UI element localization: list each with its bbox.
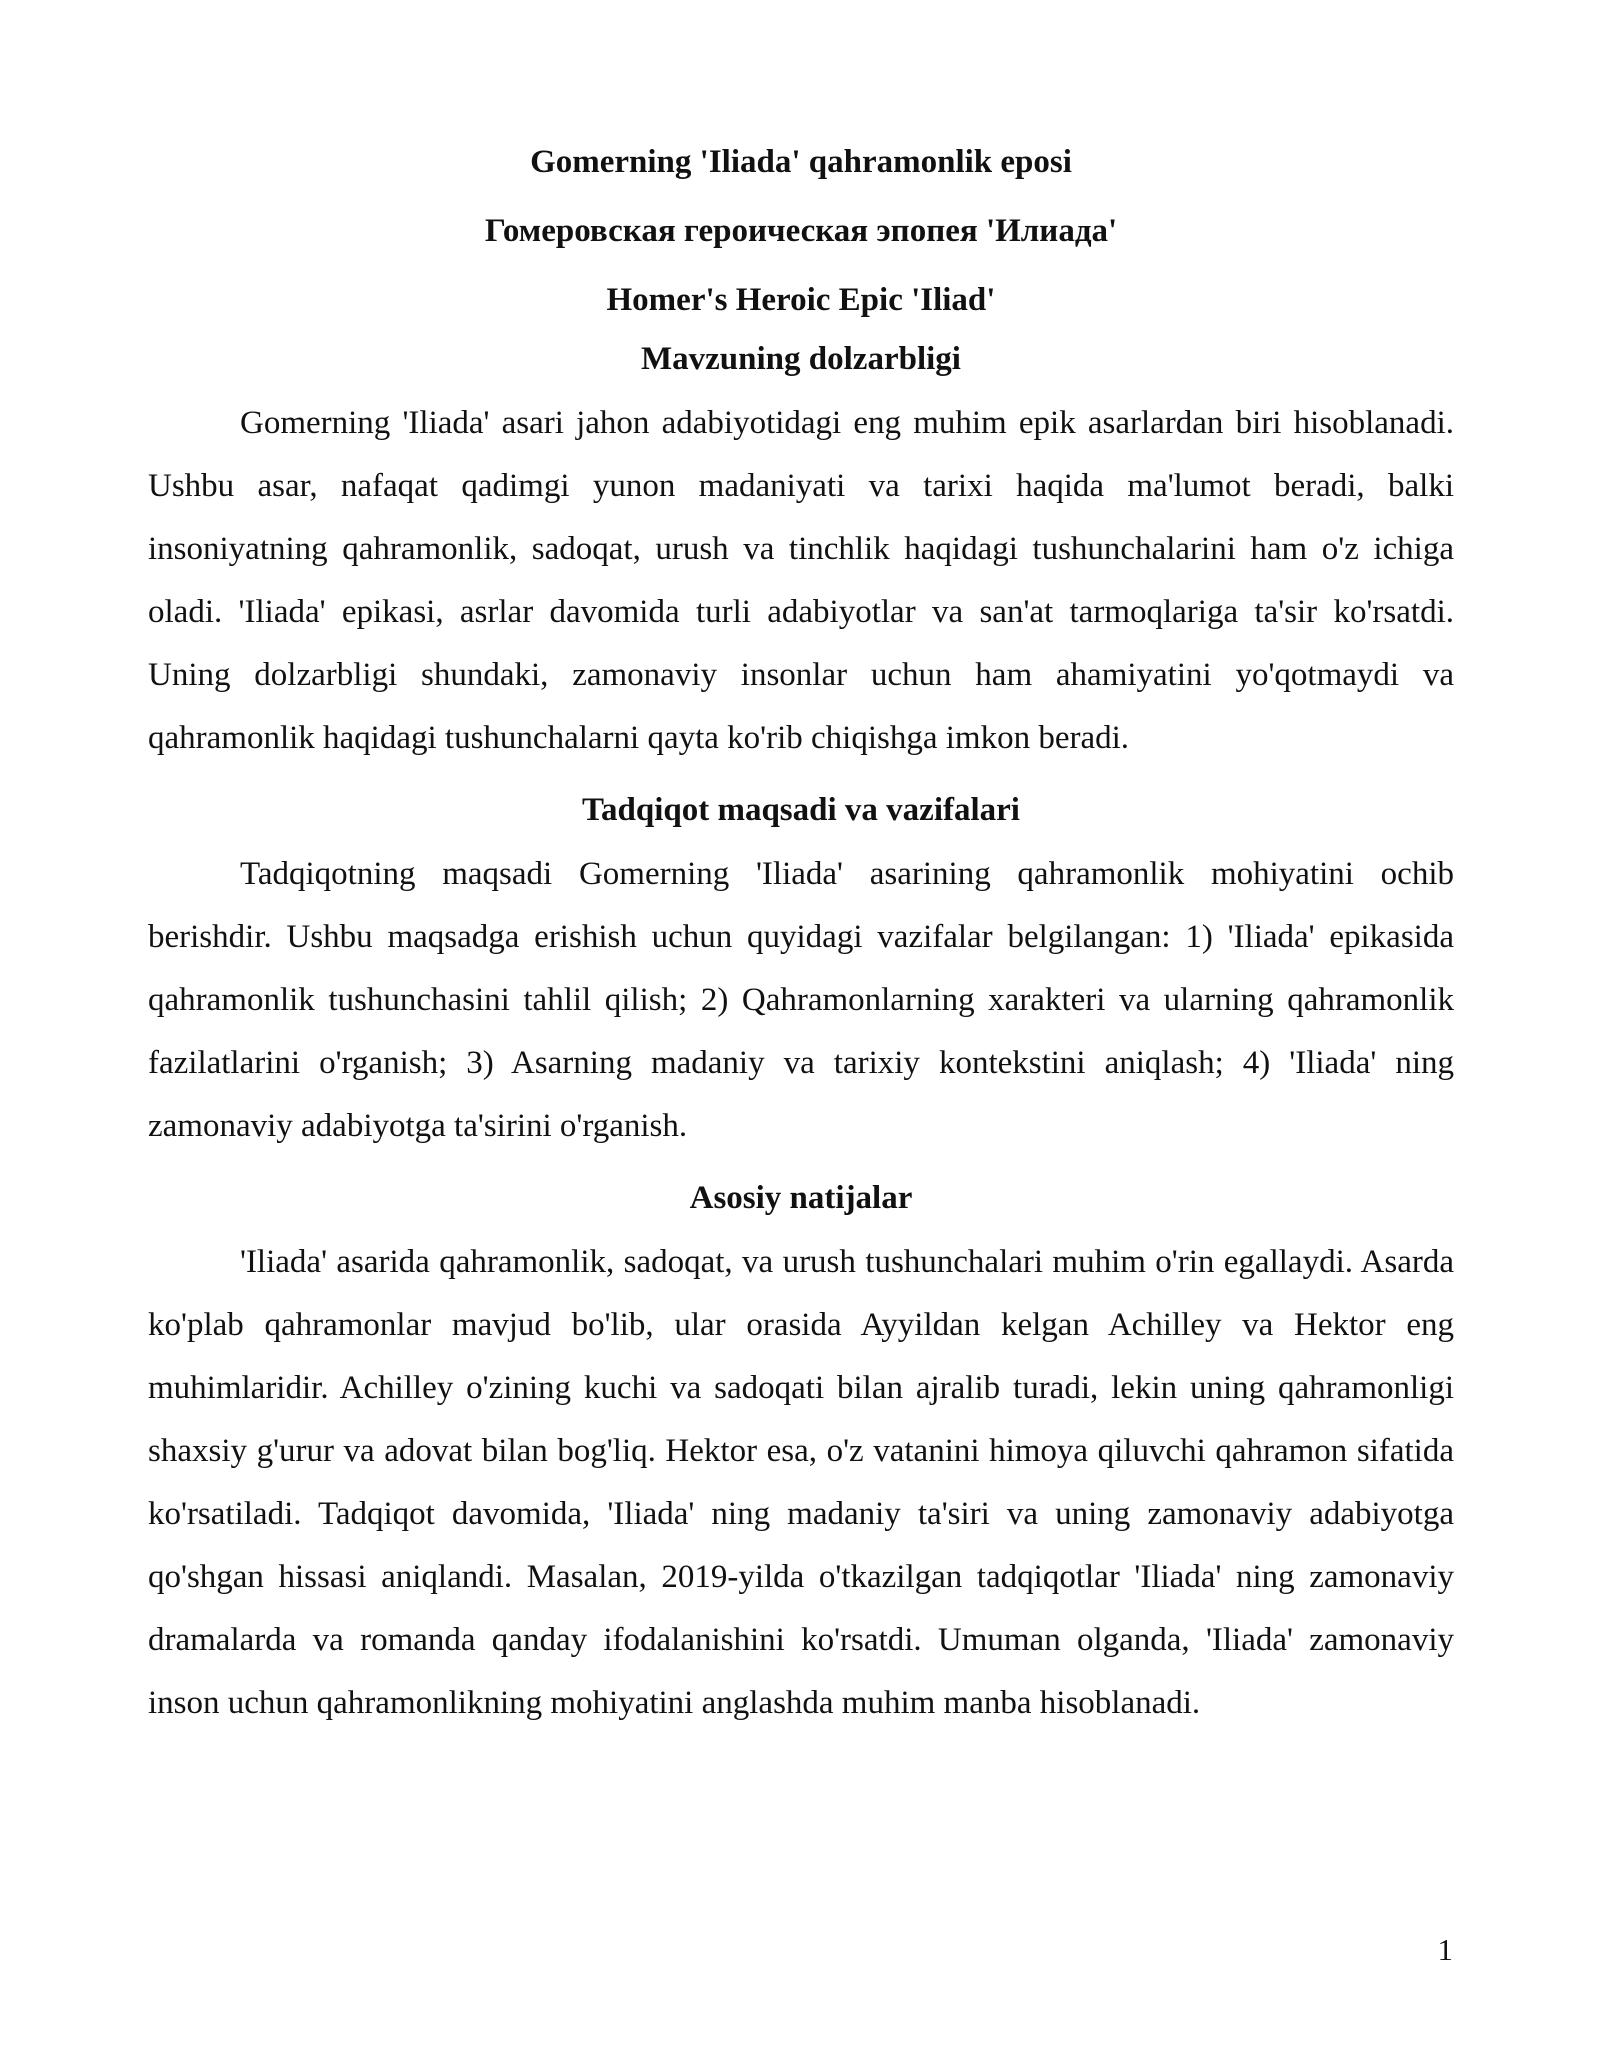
section-body-relevance: Gomerning 'Iliada' asari jahon adabiyotidagi eng muhim epik asarlardan biri hisoblanadi. Ushbu asar, nafaqat qadimgi yunon madaniyati va tarixi haqida ma'lumot beradi, balki insoniyatning qahramonlik, sadoqat, urush va tinchlik haqidagi tushunchalarini ham o'z ichiga oladi. 'Iliada' epikasi, asrlar davomida turli adabiyotlar va san'at tarmoqlariga ta'sir ko'rsatdi. Uning dolzarbligi shundaki, zamonaviy insonlar uchun ham ahamiyatini yo'qotmaydi va qahramonlik haqidagi tushunchalarni qayta ko'rib chiqishga imkon beradi.: [148, 405, 1454, 756]
title-uzbek: Gomerning 'Iliada' qahramonlik eposi: [530, 144, 1072, 180]
document-page: [148, 140, 1454, 1735]
section-body-results: 'Iliada' asarida qahramonlik, sadoqat, va urush tushunchalari muhim o'rin egallaydi. Asarda ko'plab qahramonlar mavjud bo'lib, ular orasida Ayyildan kelgan Achilley va Hektor eng muhimlaridir. Achilley o'zining kuchi va sadoqati bilan ajralib turadi, lekin uning qahramonligi shaxsiy g'urur va adovat bilan bog'liq. Hektor esa, o'z vatanini himoya qiluvchi qahramon sifatida ko'rsatiladi. Tadqiqot davomida, 'Iliada' ning madaniy ta'siri va uning zamonaviy adabiyotga qo'shgan hissasi aniqlandi. Masalan, 2019-yilda o'tkazilgan tadqiqotlar 'Iliada' ning zamonaviy dramalarda va romanda qanday ifodalanishini ko'rsatdi. Umuman olganda, 'Iliada' zamonaviy inson uchun qahramonlikning mohiyatini anglashda muhim manba hisoblanadi.: [148, 1244, 1454, 1721]
section-heading-relevance: Mavzuning dolzarbligi: [641, 341, 961, 377]
title-russian: Гомеровская героическая эпопея 'Илиада': [484, 213, 1118, 249]
section-heading-goals: Tadqiqot maqsadi va vazifalari: [582, 792, 1020, 828]
page-number: 1: [1437, 1932, 1453, 1967]
section-heading-results: Asosiy natijalar: [689, 1180, 913, 1216]
section-body-goals: Tadqiqotning maqsadi Gomerning 'Iliada' asarining qahramonlik mohiyatini ochib berishdir. Ushbu maqsadga erishish uchun quyidagi vazifalar belgilangan: 1) 'Iliada' epikasida qahramonlik tushunchasini tahlil qilish; 2) Qahramonlarning xarakteri va ularning qahramonlik fazilatlarini o'rganish; 3) Asarning madaniy va tarixiy kontekstini aniqlash; 4) 'Iliada' ning zamonaviy adabiyotga ta'sirini o'rganish.: [148, 856, 1454, 1144]
title-english: Homer's Heroic Epic 'Iliad': [606, 282, 996, 318]
